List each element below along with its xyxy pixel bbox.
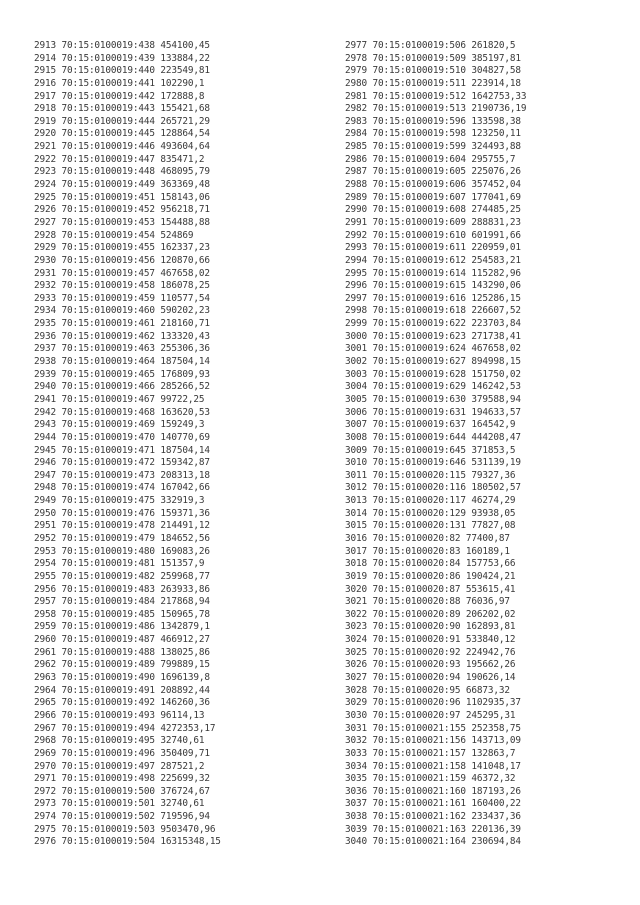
list-item: 2979 70:15:0100019:510 304827,58: [345, 65, 521, 77]
list-item: 2966 70:15:0100019:493 96114,13: [34, 709, 205, 721]
list-item: 2939 70:15:0100019:465 176809,93: [34, 368, 210, 380]
list-item: 3027 70:15:0100020:94 190626,14: [345, 672, 516, 684]
list-item: 2957 70:15:0100019:484 217868,94: [34, 596, 210, 608]
list-item: 2935 70:15:0100019:461 218160,71: [34, 318, 210, 330]
list-item: 2943 70:15:0100019:469 159249,3: [34, 419, 205, 431]
list-item: 3021 70:15:0100020:88 76036,97: [345, 596, 510, 608]
list-item: 2946 70:15:0100019:472 159342,87: [34, 457, 210, 469]
list-item: 3007 70:15:0100019:637 164542,9: [345, 419, 516, 431]
list-item: 2931 70:15:0100019:457 467658,02: [34, 267, 210, 279]
list-item: 2914 70:15:0100019:439 133884,22: [34, 52, 210, 64]
list-item: 2932 70:15:0100019:458 186078,25: [34, 280, 210, 292]
list-item: 2959 70:15:0100019:486 1342879,1: [34, 621, 210, 633]
list-item: 2913 70:15:0100019:438 454100,45: [34, 40, 210, 51]
list-item: 2933 70:15:0100019:459 110577,54: [34, 292, 210, 304]
list-item: 2938 70:15:0100019:464 187504,14: [34, 356, 210, 368]
list-item: 2991 70:15:0100019:609 288831,23: [345, 216, 521, 228]
list-item: 2917 70:15:0100019:442 172888,8: [34, 90, 205, 102]
list-item: 2958 70:15:0100019:485 150965,78: [34, 608, 210, 620]
list-item: 3006 70:15:0100019:631 194633,57: [345, 406, 521, 418]
list-item: 2965 70:15:0100019:492 146260,36: [34, 697, 210, 709]
list-item: 3011 70:15:0100020:115 79327,36: [345, 469, 516, 481]
list-item: 2930 70:15:0100019:456 120870,66: [34, 254, 210, 266]
list-item: 3034 70:15:0100021:158 141048,17: [345, 760, 521, 772]
list-item: 2918 70:15:0100019:443 155421,68: [34, 103, 210, 115]
list-item: 3013 70:15:0100020:117 46274,29: [345, 495, 516, 507]
list-item: 2942 70:15:0100019:468 163620,53: [34, 406, 210, 418]
list-item: 3037 70:15:0100021:161 160400,22: [345, 798, 521, 810]
list-item: 2964 70:15:0100019:491 208892,44: [34, 684, 210, 696]
list-item: 2989 70:15:0100019:607 177041,69: [345, 191, 521, 203]
list-item: 2993 70:15:0100019:611 220959,01: [345, 242, 521, 254]
list-item: 2972 70:15:0100019:500 376724,67: [34, 785, 210, 797]
list-item: 3012 70:15:0100020:116 180502,57: [345, 482, 521, 494]
list-item: 2961 70:15:0100019:488 138025,86: [34, 646, 210, 658]
list-item: 2953 70:15:0100019:480 169083,26: [34, 545, 210, 557]
list-item: 3039 70:15:0100021:163 220136,39: [345, 823, 521, 835]
list-item: 3016 70:15:0100020:82 77400,87: [345, 532, 510, 544]
list-item: 2977 70:15:0100019:506 261820,5: [345, 40, 516, 51]
list-item: 3004 70:15:0100019:629 146242,53: [345, 381, 521, 393]
list-item: 2927 70:15:0100019:453 154488,88: [34, 216, 210, 228]
list-item: 2949 70:15:0100019:475 332919,3: [34, 495, 205, 507]
list-item: 3003 70:15:0100019:628 151750,02: [345, 368, 521, 380]
list-item: 2954 70:15:0100019:481 151357,9: [34, 558, 205, 570]
list-item: 2995 70:15:0100019:614 115282,96: [345, 267, 521, 279]
list-item: 3038 70:15:0100021:162 233437,36: [345, 811, 521, 823]
list-item: 2923 70:15:0100019:448 468095,79: [34, 166, 210, 178]
list-item: 3005 70:15:0100019:630 379588,94: [345, 393, 521, 405]
list-item: 3035 70:15:0100021:159 46372,32: [345, 773, 516, 785]
list-item: 2988 70:15:0100019:606 357452,04: [345, 179, 521, 191]
list-item: 3026 70:15:0100020:93 195662,26: [345, 659, 516, 671]
list-item: 2982 70:15:0100019:513 2190736,19: [345, 103, 527, 115]
list-item: 3017 70:15:0100020:83 160189,1: [345, 545, 510, 557]
list-item: 3018 70:15:0100020:84 157753,66: [345, 558, 516, 570]
list-item: 2983 70:15:0100019:596 133598,38: [345, 115, 521, 127]
list-item: 3022 70:15:0100020:89 206202,02: [345, 608, 516, 620]
list-item: 2951 70:15:0100019:478 214491,12: [34, 520, 210, 532]
list-item: 2984 70:15:0100019:598 123250,11: [345, 128, 521, 140]
list-item: 3024 70:15:0100020:91 533840,12: [345, 634, 516, 646]
list-item: 3001 70:15:0100019:624 467658,02: [345, 343, 521, 355]
list-item: 2976 70:15:0100019:504 16315348,15: [34, 836, 221, 848]
list-item: 2955 70:15:0100019:482 259968,77: [34, 570, 210, 582]
list-item: 2925 70:15:0100019:451 158143,06: [34, 191, 210, 203]
list-item: 2975 70:15:0100019:503 9503470,96: [34, 823, 216, 835]
list-item: 2929 70:15:0100019:455 162337,23: [34, 242, 210, 254]
list-item: 2956 70:15:0100019:483 263933,86: [34, 583, 210, 595]
list-item: 3009 70:15:0100019:645 371853,5: [345, 444, 516, 456]
list-item: 2936 70:15:0100019:462 133320,43: [34, 330, 210, 342]
list-item: 2990 70:15:0100019:608 274485,25: [345, 204, 521, 216]
list-item: 3002 70:15:0100019:627 894998,15: [345, 356, 521, 368]
list-item: 3014 70:15:0100020:129 93938,05: [345, 507, 516, 519]
list-item: 2950 70:15:0100019:476 159371,36: [34, 507, 210, 519]
list-item: 2986 70:15:0100019:604 295755,7: [345, 153, 516, 165]
list-item: 2968 70:15:0100019:495 32740,61: [34, 735, 205, 747]
list-item: 3010 70:15:0100019:646 531139,19: [345, 457, 521, 469]
list-item: 2967 70:15:0100019:494 4272353,17: [34, 722, 216, 734]
list-item: 3040 70:15:0100021:164 230694,84: [345, 836, 521, 848]
list-item: 2998 70:15:0100019:618 226607,52: [345, 305, 521, 317]
list-item: 3036 70:15:0100021:160 187193,26: [345, 785, 521, 797]
list-item: 2973 70:15:0100019:501 32740,61: [34, 798, 205, 810]
list-item: 2963 70:15:0100019:490 1696139,8: [34, 672, 210, 684]
list-item: 2996 70:15:0100019:615 143290,06: [345, 280, 521, 292]
right-column: [345, 40, 526, 849]
list-item: 2999 70:15:0100019:622 223703,84: [345, 318, 521, 330]
list-item: 2952 70:15:0100019:479 184652,56: [34, 532, 210, 544]
list-item: 2974 70:15:0100019:502 719596,94: [34, 811, 210, 823]
list-item: 2981 70:15:0100019:512 1642753,33: [345, 90, 527, 102]
list-item: 3033 70:15:0100021:157 132863,7: [345, 747, 516, 759]
list-item: 2960 70:15:0100019:487 466912,27: [34, 634, 210, 646]
list-item: 3029 70:15:0100020:96 1102935,37: [345, 697, 521, 709]
list-item: 3000 70:15:0100019:623 271738,41: [345, 330, 521, 342]
list-item: 2916 70:15:0100019:441 102290,1: [34, 77, 205, 89]
list-item: 2915 70:15:0100019:440 223549,81: [34, 65, 210, 77]
list-item: 3028 70:15:0100020:95 66873,32: [345, 684, 510, 696]
list-item: 2945 70:15:0100019:471 187504,14: [34, 444, 210, 456]
list-item: 2919 70:15:0100019:444 265721,29: [34, 115, 210, 127]
list-item: 2969 70:15:0100019:496 350409,71: [34, 747, 210, 759]
list-item: 2940 70:15:0100019:466 285266,52: [34, 381, 210, 393]
list-item: 2922 70:15:0100019:447 835471,2: [34, 153, 205, 165]
list-item: 2985 70:15:0100019:599 324493,88: [345, 141, 521, 153]
list-item: 2997 70:15:0100019:616 125286,15: [345, 292, 521, 304]
list-item: 2987 70:15:0100019:605 225076,26: [345, 166, 521, 178]
list-item: 2926 70:15:0100019:452 956218,71: [34, 204, 210, 216]
list-item: 3015 70:15:0100020:131 77827,08: [345, 520, 516, 532]
list-item: 2928 70:15:0100019:454 524869: [34, 229, 194, 241]
left-column: [34, 40, 221, 849]
list-item: 3032 70:15:0100021:156 143713,09: [345, 735, 521, 747]
list-item: 3008 70:15:0100019:644 444208,47: [345, 431, 521, 443]
list-item: 2941 70:15:0100019:467 99722,25: [34, 393, 205, 405]
list-item: 2924 70:15:0100019:449 363369,48: [34, 179, 210, 191]
list-item: 3020 70:15:0100020:87 553615,41: [345, 583, 516, 595]
list-item: 2934 70:15:0100019:460 590202,23: [34, 305, 210, 317]
list-item: 2944 70:15:0100019:470 140770,69: [34, 431, 210, 443]
list-item: 2978 70:15:0100019:509 385197,81: [345, 52, 521, 64]
list-item: 2937 70:15:0100019:463 255306,36: [34, 343, 210, 355]
list-item: 3031 70:15:0100021:155 252358,75: [345, 722, 521, 734]
list-item: 2971 70:15:0100019:498 225699,32: [34, 773, 210, 785]
list-item: 2992 70:15:0100019:610 601991,66: [345, 229, 521, 241]
list-item: 2962 70:15:0100019:489 799889,15: [34, 659, 210, 671]
list-item: 3030 70:15:0100020:97 245295,31: [345, 709, 516, 721]
list-item: 2947 70:15:0100019:473 208313,18: [34, 469, 210, 481]
list-item: 2948 70:15:0100019:474 167042,66: [34, 482, 210, 494]
list-item: 3019 70:15:0100020:86 190424,21: [345, 570, 516, 582]
list-item: 2980 70:15:0100019:511 223914,18: [345, 77, 521, 89]
list-item: 2921 70:15:0100019:446 493604,64: [34, 141, 210, 153]
list-item: 3025 70:15:0100020:92 224942,76: [345, 646, 516, 658]
list-item: 2970 70:15:0100019:497 287521,2: [34, 760, 205, 772]
list-item: 3023 70:15:0100020:90 162893,81: [345, 621, 516, 633]
list-item: 2994 70:15:0100019:612 254583,21: [345, 254, 521, 266]
list-item: 2920 70:15:0100019:445 128864,54: [34, 128, 210, 140]
